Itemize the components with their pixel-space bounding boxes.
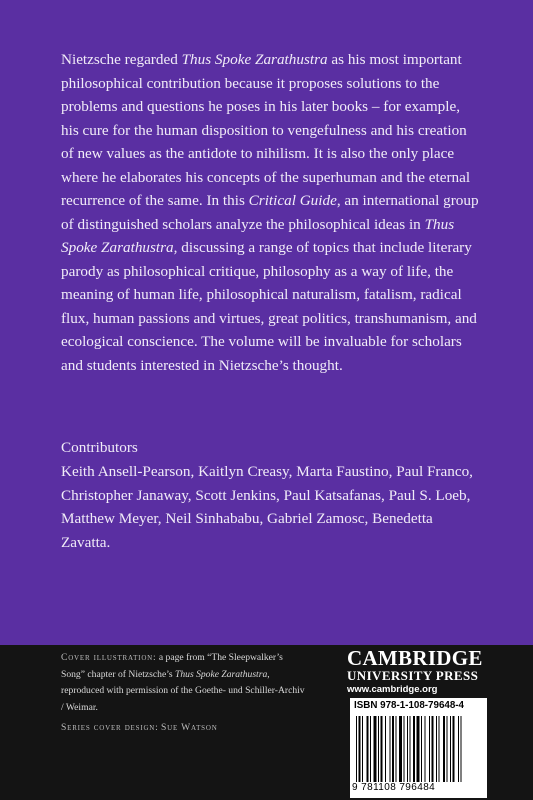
blurb-part-2: as his most important philosophical contribution because it proposes solutions to the problems and questions he poses in his later books – for example, his cure for the human disposition to vengefulness and his creation of new values as the antidote to nihilism. It is also the only place where he elaborates his concepts of the superhuman and the eternal recurrence of the same. In this (61, 51, 471, 209)
series-cover-design-label: Series cover design: (61, 722, 159, 733)
blurb-title-3: Thus Spoke Zarathustra (61, 215, 455, 256)
blurb-title-1: Thus Spoke Zarathustra (181, 51, 328, 68)
blurb-title-2: Critical Guide (248, 192, 337, 209)
contributors-heading: Contributors (61, 439, 138, 456)
blurb-part-1: Nietzsche regarded (61, 51, 182, 68)
series-cover-design-credit (61, 721, 218, 735)
cover-illustration-text-b: , reproduced with permission of the Goethe- und Schiller-Archiv / Weimar. (61, 668, 305, 713)
cover-illustration-credit (61, 650, 306, 716)
blurb-text (61, 48, 481, 377)
isbn-label: ISBN 978-1-108-79648-4 (354, 700, 465, 711)
publisher-name: CAMBRIDGE (347, 646, 483, 670)
barcode-digits: 9 781108 796484 (352, 782, 436, 793)
contributors-list: Keith Ansell-Pearson, Kaitlyn Creasy, Marta Faustino, Paul Franco, Christopher Janaway, Scott Jenkins, Paul Katsafanas, Paul S. Loeb, Matthew Meyer, Neil Sinhababu, Gabriel Zamosc, Benedetta Zavatta. (61, 463, 473, 551)
cover-illustration-text-a: a page from “The Sleepwalker’s Song” chapter of Nietzsche’s (61, 652, 283, 680)
publisher-logo (347, 647, 487, 697)
barcode-bars (356, 716, 480, 782)
cover-illustration-label: Cover illustration: (61, 652, 157, 663)
blurb-part-3: , an international group of distinguished scholars analyze the philosophical ideas in (61, 192, 479, 233)
series-cover-designer: Sue Watson (161, 722, 218, 733)
publisher-url: www.cambridge.org (347, 684, 438, 695)
barcode (350, 698, 487, 798)
blurb-part-4: , discussing a range of topics that include literary parody as philosophical critique, philosophy as a way of life, the meaning of human life, philosophical naturalism, fatalism, radical flux, human passions and virtues, great politics, transhumanism, and ecological conscience. The volume will be invaluable for scholars and students interested in Nietzsche’s thought. (61, 239, 477, 374)
cover-illustration-title: Thus Spoke Zarathustra (175, 668, 268, 680)
publisher-subtitle: UNIVERSITY PRESS (347, 668, 479, 683)
